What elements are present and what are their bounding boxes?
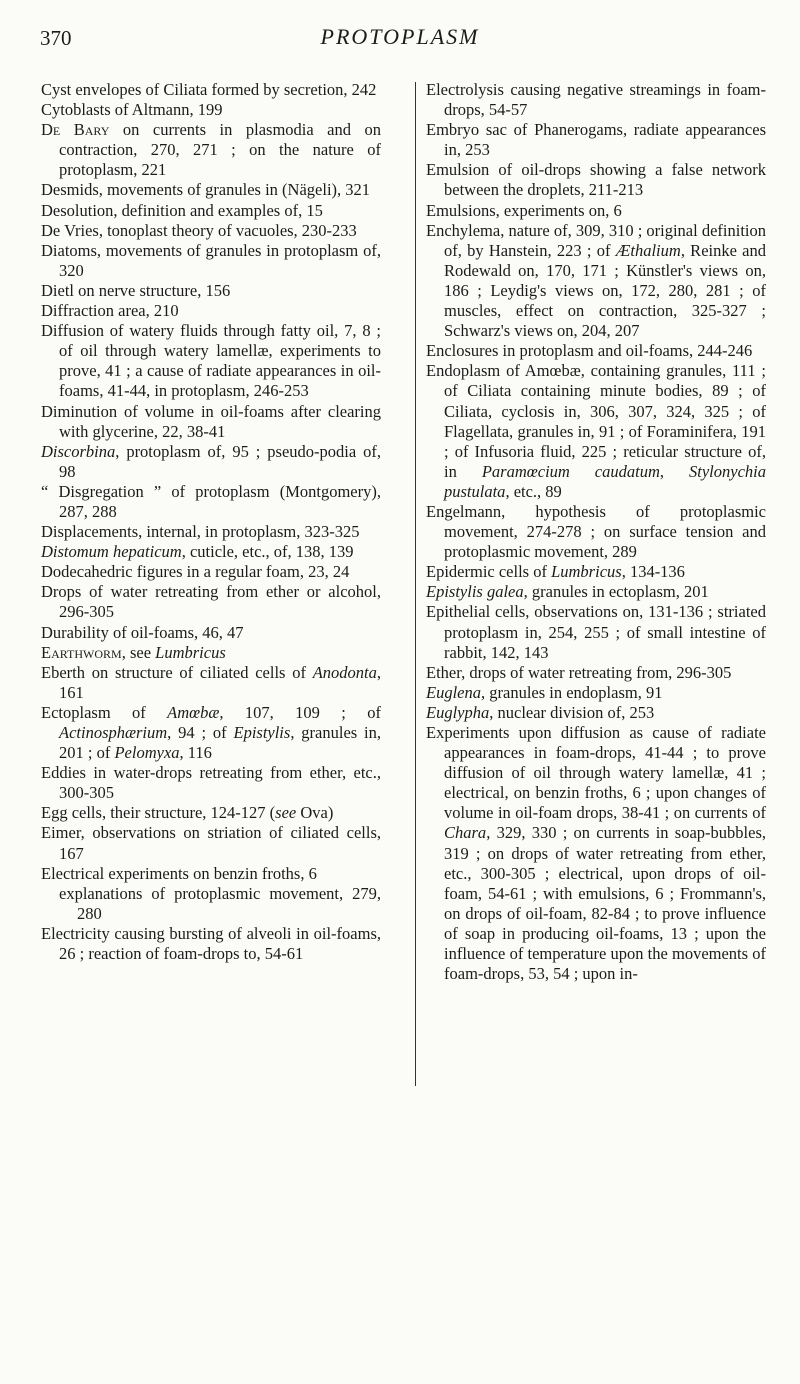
index-entry: Cytoblasts of Altmann, 199 [41,100,223,120]
index-entry: Earthworm, see Lumbricus [41,642,226,662]
index-entry: Enchylema, nature of, 309, 310 ; original definition of, by Hanstein, 223 ; of Æthalium, Reinke and Rodewald on, 170, 171 ; Künstler's views on, 186 ; Leydig's views on, 172, 280, 281 ; of muscles, effect on contraction, 325-327 ; Schwarz's views on, 204, 207 [426,220,766,341]
index-entry: Desmids, movements of granules in (Nägeli), 321 [41,180,371,200]
index-entry: Discorbina, protoplasm of, 95 ; pseudo-podia of, 98 [41,441,381,481]
index-entry: Electricity causing bursting of alveoli in oil-foams, 26 ; reaction of foam-drops to, 54-61 [41,923,381,964]
index-entry: Diffraction area, 210 [41,301,179,321]
index-entry: De Vries, tonoplast theory of vacuoles, 230-233 [41,220,357,240]
index-entry: Ether, drops of water retreating from, 296-305 [426,662,732,682]
index-entry: Diatoms, movements of granules in protoplasm of, 320 [41,240,381,280]
index-entry: Cyst envelopes of Ciliata formed by secretion, 242 [41,80,377,99]
index-entry: Ectoplasm of Amœbæ, 107, 109 ; of Actinosphærium, 94 ; of Epistylis, granules in, 201 ; of Pelomyxa, 116 [41,702,381,763]
column-divider [415,82,416,1086]
index-entry: Emulsions, experiments on, 6 [426,200,622,220]
index-entry: Eberth on structure of ciliated cells of Anodonta, 161 [41,662,381,702]
index-entry: Diminution of volume in oil-foams after clearing with glycerine, 22, 38-41 [41,401,381,441]
index-entry: Electrical experiments on benzin froths, 6 [41,863,317,883]
index-column-right [426,80,766,984]
index-entry: Egg cells, their structure, 124-127 (see Ova) [41,803,334,823]
index-column-left [41,80,381,964]
page-number: 370 [40,26,72,50]
index-entry: Durability of oil-foams, 46, 47 [41,622,244,642]
index-entry: Endoplasm of Amœbæ, containing granules, 111 ; of Ciliata containing minute bodies, 89 ; of Ciliata, cyclosis in, 306, 307, 324, 325 ; of Flagellata, granules in, 91 ; of Foraminifera, 191 ; of Infusoria fluid, 225 ; reticular structure of, in Paramœcium caudatum, Stylonychia pustulata, etc., 89 [426,361,766,501]
running-head: PROTOPLASM [320,24,480,49]
index-entry: Epithelial cells, observations on, 131-136 ; striated protoplasm in, 254, 255 ; of small intestine of rabbit, 142, 143 [426,602,766,662]
index-entry: Engelmann, hypothesis of protoplasmic movement, 274-278 ; on surface tension and protoplasmic movement, 289 [426,501,766,562]
index-entry: Euglypha, nuclear division of, 253 [426,702,655,722]
index-entry: explanations of protoplasmic movement, 279, 280 [59,883,381,923]
index-entry: De Bary on currents in plasmodia and on contraction, 270, 271 ; on the nature of protoplasm, 221 [41,120,381,180]
index-entry: “ Disgregation ” of protoplasm (Montgomery), 287, 288 [41,481,381,521]
index-entry: Experiments upon diffusion as cause of radiate appearances in foam-drops, 41-44 ; to prove diffusion of oil through watery lamellæ, 41 ; electrical, on benzin froths, 6 ; upon changes of volume in oil-foam drops, 38-41 ; on currents of Chara, 329, 330 ; on currents in soap-bubbles, 319 ; on drops of water retreating from ether, etc., 300-305 ; electrical, upon drops of oil-foam, 54-61 ; with emulsions, 6 ; Frommann's, on drops of oil-foam, 82-84 ; to prove influence of soap in producing oil-foams, 13 ; upon the influence of temperature upon the movements of foam-drops, 53, 54 ; upon in- [426,723,766,984]
index-entry: Diffusion of watery fluids through fatty oil, 7, 8 ; of oil through watery lamellæ, experiments to prove, 41 ; a cause of radiate appearances in oil-foams, 41-44, in protoplasm, 246-253 [41,321,381,401]
index-entry: Emulsion of oil-drops showing a false network between the droplets, 211-213 [426,160,766,200]
index-entry: Eddies in water-drops retreating from ether, etc., 300-305 [41,763,381,803]
index-entry: Distomum hepaticum, cuticle, etc., of, 138, 139 [41,542,354,562]
index-entry: Epistylis galea, granules in ectoplasm, 201 [426,582,709,602]
index-entry: Euglena, granules in endoplasm, 91 [426,682,663,702]
index-entry: Dodecahedric figures in a regular foam, 23, 24 [41,562,350,582]
index-entry: Electrolysis causing negative streamings in foam-drops, 54-57 [426,80,766,120]
index-entry: Eimer, observations on striation of ciliated cells, 167 [41,823,381,863]
index-entry: Embryo sac of Phanerogams, radiate appearances in, 253 [426,120,766,160]
index-entry: Displacements, internal, in protoplasm, 323-325 [41,522,360,542]
index-entry: Epidermic cells of Lumbricus, 134-136 [426,562,685,582]
index-entry: Enclosures in protoplasm and oil-foams, 244-246 [426,341,753,361]
index-entry: Drops of water retreating from ether or alcohol, 296-305 [41,582,381,622]
index-entry: Dietl on nerve structure, 156 [41,280,231,300]
index-entry: Desolution, definition and examples of, 15 [41,200,323,220]
